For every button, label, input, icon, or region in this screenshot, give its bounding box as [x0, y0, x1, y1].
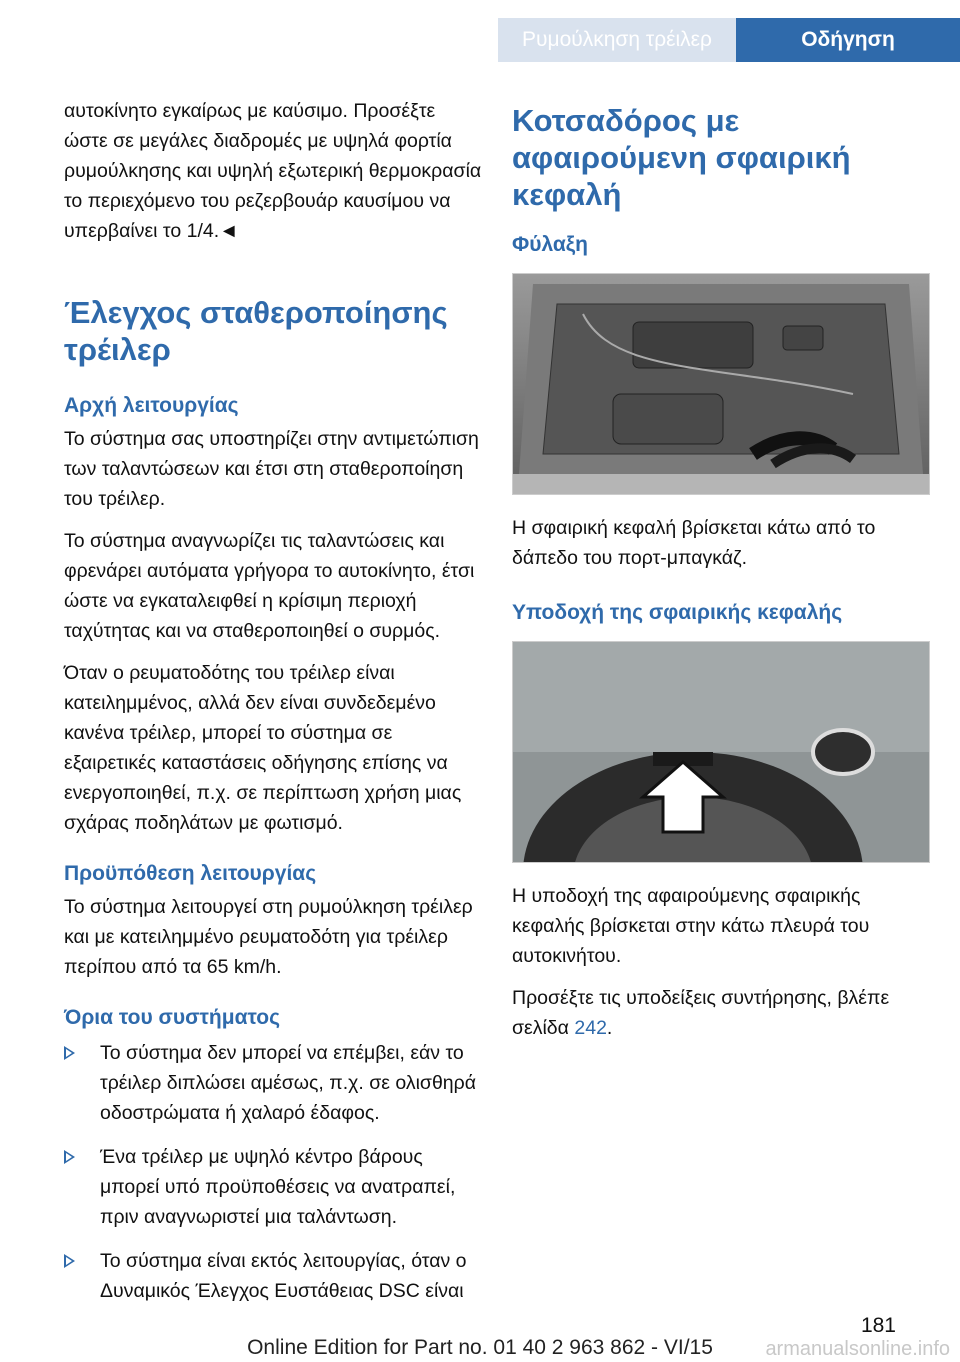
header-chapter-tab: Οδήγηση	[736, 18, 960, 62]
intro-paragraph: αυτοκίνητο εγκαίρως με καύσιμο. Προσέξτε ώστε σε μεγάλες διαδρομές με υψηλά φορτία ρυμούλκησης και υψηλή εξωτερική θερμοκρασία το περιεχόμενο του ρεζερβουάρ καυσίμου να υπερβαίνει το 1/4.◄	[64, 100, 482, 242]
right-column	[512, 96, 930, 1055]
triangle-bullet-icon	[64, 1254, 75, 1268]
section-title-trailer-stability: Έλεγχος σταθεροποίησης τρέιλερ	[64, 295, 448, 367]
heading-limits: Όρια του συστήματος	[64, 1006, 281, 1029]
principle-paragraph-2: Το σύστημα αναγνωρίζει τις ταλαντώσεις και φρενάρει αυτόματα γρήγορα το αυτοκίνητο, έτσι ώστε να εγκαταλειφθεί η κρίσιμη περιοχή ταχύτητας και να σταθεροποιηθεί ο συρμός.	[64, 530, 475, 642]
left-column	[64, 96, 482, 1350]
principle-paragraph-3: Όταν ο ρευματοδότης του τρέιλερ είναι κατειλημμένος, αλλά δεν είναι συνδεδεμένο κανένα τρέιλερ, μπορεί το σύστημα σε εξαιρετικές καταστάσεις οδήγησης επίσης να ενεργοποιηθεί, π.χ. σε περίπτωση χρήση μιας σχάρας ποδηλάτων με φωτισμό.	[64, 662, 462, 834]
maintenance-paragraph: Προσέξτε τις υποδείξεις συντήρησης, βλέπε σελίδα 242.	[512, 987, 890, 1039]
hitch-socket-photo	[512, 641, 930, 863]
section-title-tow-hitch: Κοτσαδόρος με αφαιρούμενη σφαιρική κεφαλή	[512, 103, 851, 212]
heading-prerequisite: Προϋπόθεση λειτουργίας	[64, 862, 317, 885]
limits-list	[64, 1038, 482, 1336]
principle-paragraph-1: Το σύστημα σας υποστηρίζει στην αντιμετώπιση των ταλαντώσεων και έτσι στη σταθεροποίηση του τρέιλερ.	[64, 428, 479, 510]
page-number: 181	[860, 1314, 896, 1337]
trunk-storage-photo	[512, 273, 930, 495]
heading-storage: Φύλαξη	[512, 233, 588, 256]
prerequisite-paragraph: Το σύστημα λειτουργεί στη ρυμούλκηση τρέιλερ και με κατειλημμένο ρευματοδότη για τρέιλερ περίπου από τα 65 km/h.	[64, 896, 473, 978]
socket-paragraph: Η υποδοχή της αφαιρούμενης σφαιρικής κεφαλής βρίσκεται στην κάτω πλευρά του αυτοκινήτου.	[512, 885, 870, 967]
triangle-bullet-icon	[64, 1150, 75, 1164]
heading-socket: Υποδοχή της σφαιρικής κεφαλής	[512, 601, 843, 624]
watermark: armanualsonline.info	[765, 1338, 950, 1360]
page-link[interactable]: 242	[574, 1017, 607, 1039]
list-item: Το σύστημα είναι εκτός λειτουργίας, όταν ο Δυναμικός Έλεγχος Ευστάθειας DSC είναι	[64, 1246, 482, 1336]
header-section-tab: Ρυμούλκηση τρέιλερ	[498, 18, 736, 62]
triangle-bullet-icon	[64, 1046, 75, 1060]
edition-line: Online Edition for Part no. 01 40 2 963 862 - VI/15	[247, 1336, 713, 1359]
storage-paragraph: Η σφαιρική κεφαλή βρίσκεται κάτω από το δάπεδο του πορτ-μπαγκάζ.	[512, 517, 876, 569]
list-item: Ένα τρέιλερ με υψηλό κέντρο βάρους μπορεί υπό προϋποθέσεις να ανατραπεί, πριν αναγνωριστεί μια ταλάντωση.	[64, 1142, 482, 1232]
heading-principle: Αρχή λειτουργίας	[64, 394, 239, 417]
list-item: Το σύστημα δεν μπορεί να επέμβει, εάν το τρέιλερ διπλώσει αμέσως, π.χ. σε ολισθηρά οδοστρώματα ή χαλαρό έδαφος.	[64, 1038, 482, 1128]
